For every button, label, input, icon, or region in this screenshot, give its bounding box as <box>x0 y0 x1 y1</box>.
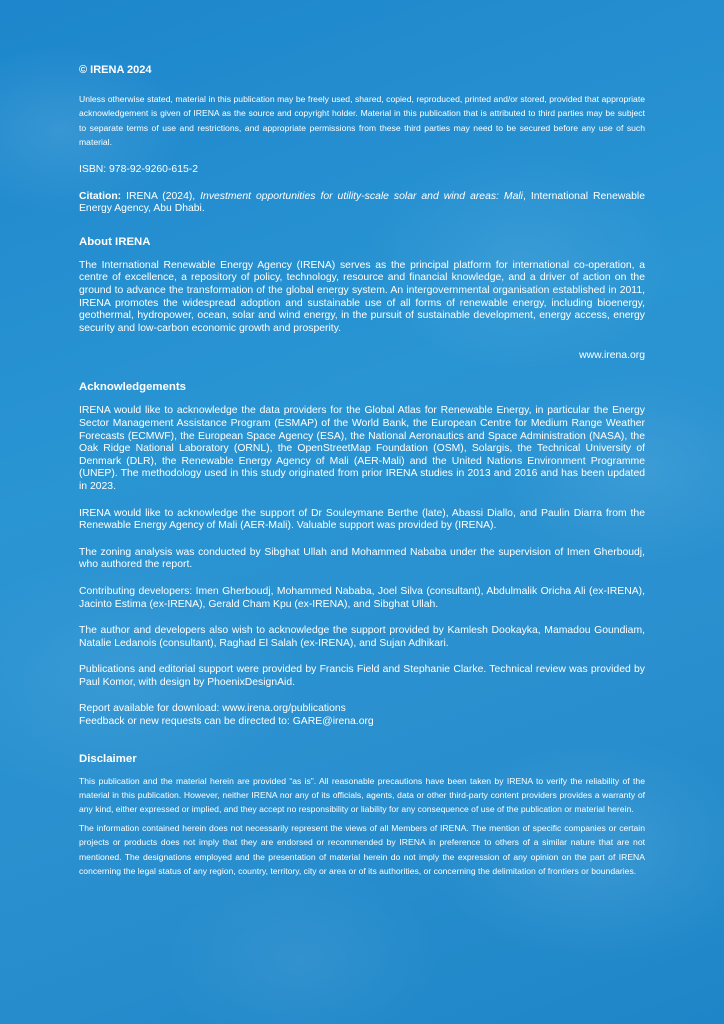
citation-suffix: , International Renewable Energy Agency, Abu Dhabi. <box>79 190 646 215</box>
ack-paragraph: The author and developers also wish to acknowledge the support provided by Kamlesh Dookayka, Mamadou Goundiam, Natalie Ledanois (consultant), Raghad El Salah (ex-IRENA), and Sujan Adhikari. <box>79 625 645 649</box>
ack-paragraph: Contributing developers: Imen Gherboudj, Mohammed Nababa, Joel Silva (consultant), Abdulmalik Oricha Ali (ex-IRENA), Jacinto Estima (ex-IRENA), Gerald Cham Kpu (ex-IRENA), and Sibghat Ullah. <box>79 585 645 610</box>
about-text: The International Renewable Energy Agency (IRENA) serves as the principal platform for international co-operation, a centre of excellence, a repository of policy, technology, resource and financial knowledge, and a driver of action on the ground to advance the transformation of the global energy system. An intergovernmental organisation established in 2011, IRENA promotes the widespread adoption and sustainable use of all forms of renewable energy, including bioenergy, geothermal, hydropower, ocean, solar and wind energy, in the pursuit of sustainable development, energy access, energy security and low-carbon economic growth and prosperity. <box>79 259 645 334</box>
report-download-line[interactable]: Report available for download: www.irena.org/publications <box>79 703 346 715</box>
ack-paragraph: The zoning analysis was conducted by Sibghat Ullah and Mohammed Nababa under the supervision of Imen Gherboudj, who authored the report. <box>79 546 645 571</box>
document-page <box>79 64 645 879</box>
ack-paragraph: IRENA would like to acknowledge the data providers for the Global Atlas for Renewable Energy, in particular the Energy Sector Management Assistance Program (ESMAP) of the World Bank, the European Centre for Medium Range Weather Forecasts (ECMWF), the European Space Agency (ESA), the National Aeronautics and Space Administration (NASA), the Oak Ridge National Laboratory (ORNL), the OpenStreetMap Foundation (OSM), Solargis, the Technical University of Denmark (DLR), the Renewable Energy Agency of Mali (AER-Mali) and the United Nations Environment Programme (UNEP). The methodology used in this study originated from prior IRENA studies in 2013 and 2016 and has been updated in 2023. <box>79 405 645 492</box>
citation-prefix: IRENA (2024), <box>121 190 201 202</box>
feedback-line[interactable]: Feedback or new requests can be directed to: GARE@irena.org <box>79 716 374 728</box>
disclaimer-heading: Disclaimer <box>79 752 137 765</box>
copyright-notice: © IRENA 2024 <box>79 64 152 76</box>
about-heading: About IRENA <box>79 235 151 248</box>
ack-paragraph: IRENA would like to acknowledge the support of Dr Souleymane Berthe (late), Abassi Diallo, and Paulin Diarra from the Renewable Energy Agency of Mali (AER-Mali). Valuable support was provided by (IRENA). <box>79 507 645 532</box>
citation <box>79 191 645 216</box>
ack-paragraph: Publications and editorial support were provided by Francis Field and Stephanie Clarke. Technical review was provided by Paul Komor, with design by PhoenixDesignAid. <box>79 664 645 688</box>
license-text: Unless otherwise stated, material in this publication may be freely used, shared, copied, reproduced, printed and/or stored, provided that appropriate acknowledgement is given of IRENA as the source and copyright holder. Material in this publication that is attributed to third parties may be subject to separate terms of use and restrictions, and appropriate permissions from these third parties may need to be secured before any use of such material. <box>79 94 645 148</box>
acknowledgements-heading: Acknowledgements <box>79 381 186 394</box>
disclaimer-paragraph: The information contained herein does not necessarily represent the views of all Members of IRENA. The mention of specific companies or certain projects or products does not imply that they are endorsed or recommended by IRENA in preference to others of a similar nature that are not mentioned. The designations employed and the presentation of material herein do not imply the expression of any opinion on the part of IRENA concerning the legal status of any region, country, territory, city or area or of its authorities, or concerning the delimitation of frontiers or boundaries. <box>79 822 645 877</box>
disclaimer-paragraph: This publication and the material herein are provided “as is”. All reasonable precautions have been taken by IRENA to verify the reliability of the material in this publication. However, neither IRENA nor any of its officials, agents, data or other third-party content providers provides a warranty of any kind, either expressed or implied, and they accept no responsibility or liability for any consequence of use of the publication or material herein. <box>79 775 645 815</box>
website-link[interactable]: www.irena.org <box>579 350 645 362</box>
citation-label: Citation: <box>79 190 122 202</box>
citation-title: Investment opportunities for utility-scale solar and wind areas: Mali <box>200 190 523 202</box>
isbn: ISBN: 978-92-9260-615-2 <box>79 163 198 175</box>
